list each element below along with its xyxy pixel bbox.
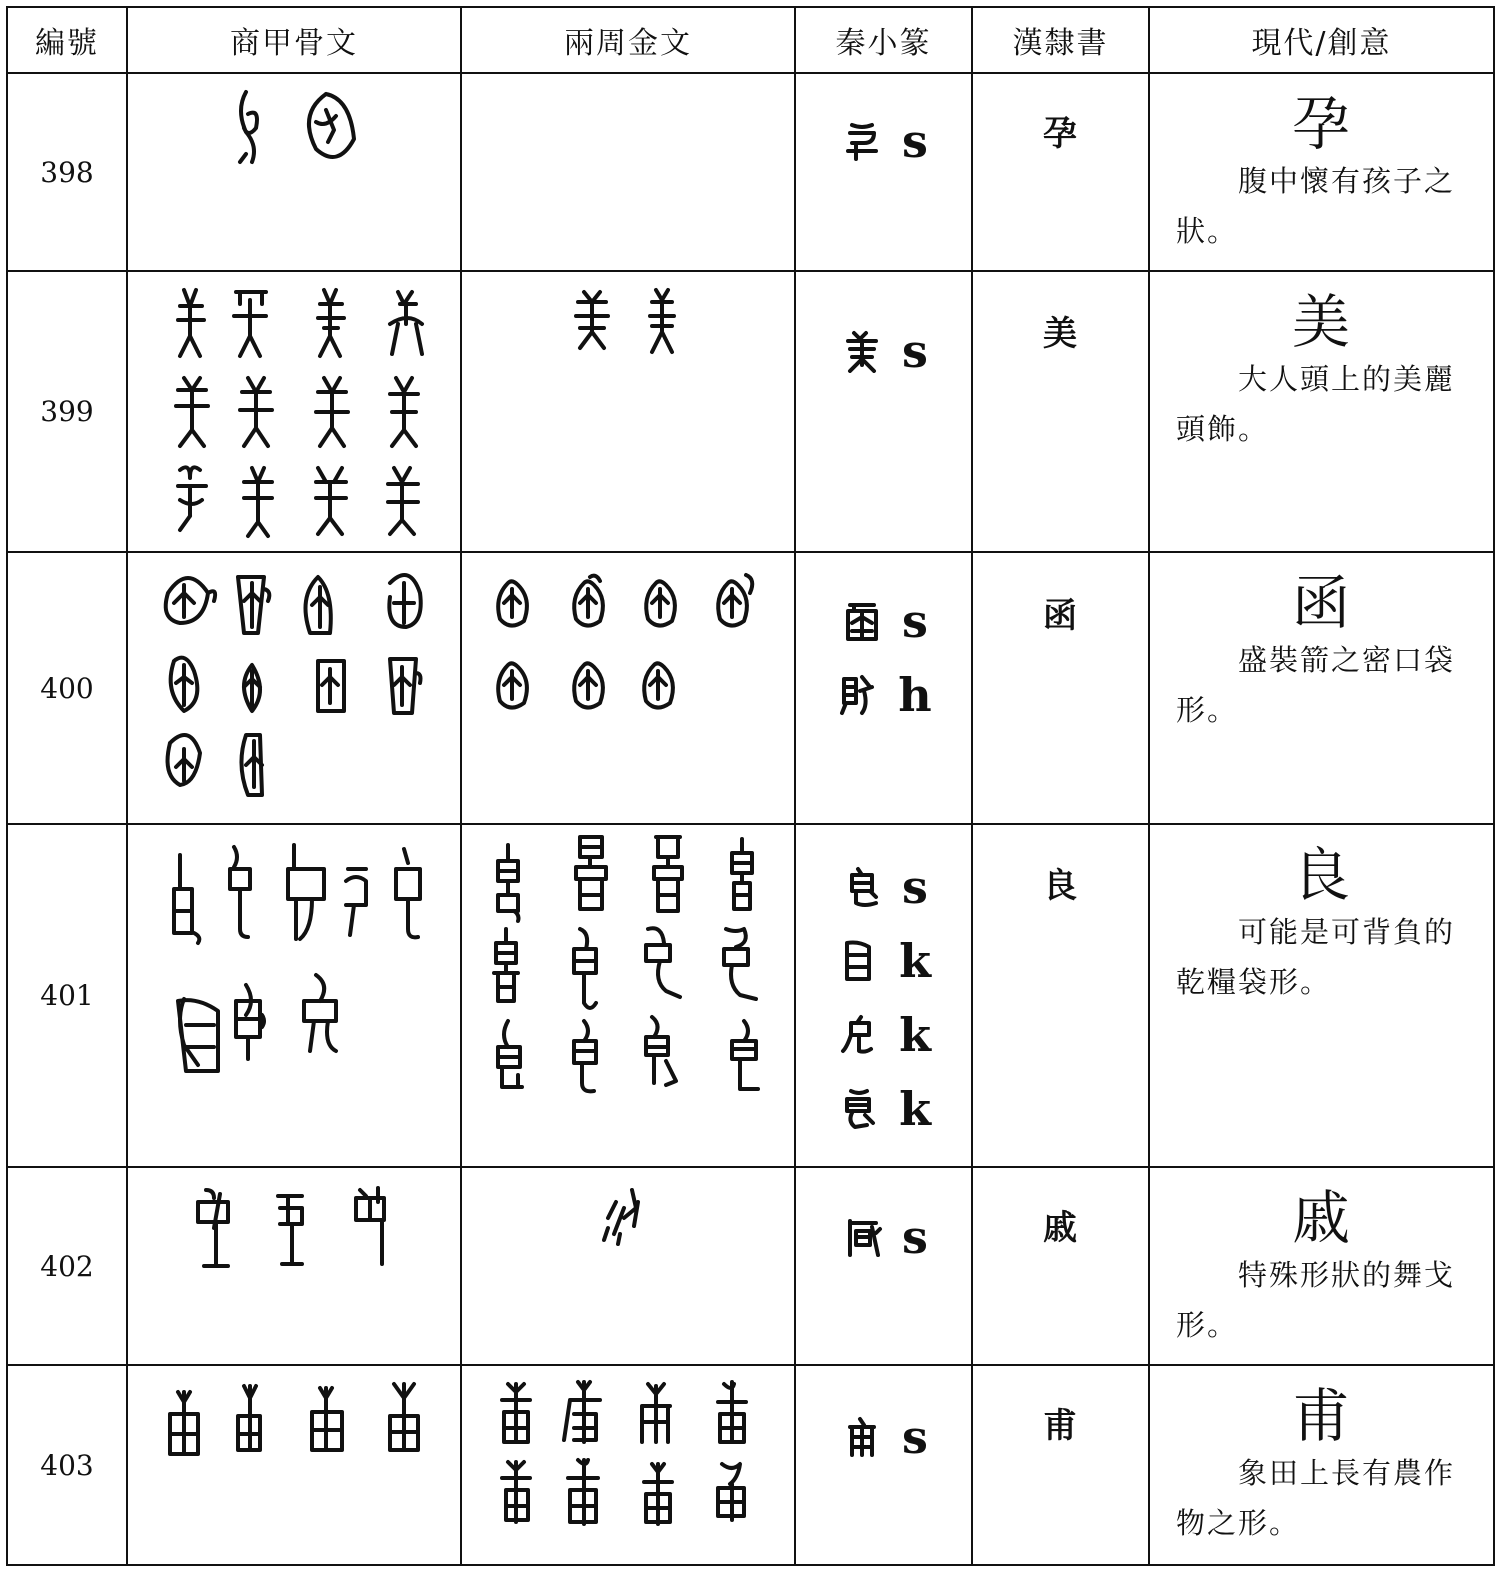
table-border: [1493, 6, 1495, 1566]
seal-entry: [798, 1072, 970, 1146]
bronze-glyph: [646, 581, 675, 625]
bronze-glyphs: [462, 1168, 794, 1364]
oracle-glyph: [178, 467, 206, 530]
oracle-glyph: [244, 665, 260, 711]
bronze-glyph: [644, 663, 673, 707]
bronze-glyph: [654, 837, 682, 911]
oracle-glyph: [318, 290, 344, 356]
table-border: [6, 1564, 1495, 1566]
oracle-glyph: [346, 869, 366, 935]
oracle-glyph: [388, 468, 418, 534]
seal-source: k: [899, 1008, 931, 1062]
oracle-glyph: [198, 1190, 228, 1266]
oracle-glyph: [316, 468, 346, 534]
bronze-glyph: [502, 1462, 530, 1522]
clerical-glyph: 戚: [1043, 1208, 1077, 1248]
oracle-glyph: [390, 659, 421, 713]
header-seal: 秦小篆: [835, 26, 932, 61]
bronze-glyphs: [462, 272, 794, 551]
oracle-glyph: [316, 378, 348, 446]
bronze-glyph: [498, 845, 519, 921]
row-number: 400: [40, 671, 94, 705]
modern-character: 函: [1291, 569, 1350, 637]
oracle-glyph: [244, 468, 272, 536]
oracle-glyph: [168, 735, 200, 785]
seal-entry: [798, 104, 970, 178]
modern-cell: [1152, 825, 1490, 1007]
oracle-glyph: [166, 578, 215, 623]
row-number: 401: [40, 979, 94, 1012]
seal-glyph: [840, 329, 884, 373]
bronze-glyph: [646, 928, 680, 997]
modern-character: 戚: [1291, 1184, 1350, 1252]
column-divider: [971, 6, 973, 1566]
bronze-glyph: [718, 575, 752, 626]
bronze-glyph: [732, 1021, 758, 1089]
column-divider: [1148, 6, 1150, 1566]
modern-character: 良: [1291, 841, 1350, 909]
oracle-glyph: [306, 577, 331, 633]
modern-character: 孕: [1291, 90, 1350, 158]
oracle-glyph: [389, 575, 420, 627]
seal-entry: [798, 1400, 970, 1474]
modern-character: 甫: [1291, 1382, 1350, 1450]
seal-source: s: [902, 324, 928, 378]
bronze-glyph: [498, 1021, 522, 1087]
clerical-glyph: 良: [1043, 866, 1077, 906]
oracle-glyph: [240, 92, 257, 162]
oracle-glyph: [278, 1196, 302, 1264]
modern-description: 可能是可背負的乾糧袋形。: [1176, 915, 1456, 999]
oracle-glyph: [238, 1386, 260, 1450]
seal-source: k: [899, 1082, 931, 1136]
oracle-glyph: [230, 847, 250, 937]
modern-cell: [1152, 1168, 1490, 1350]
modern-cell: [1152, 272, 1490, 454]
bronze-glyph: [494, 929, 518, 1001]
oracle-glyph: [288, 845, 324, 939]
oracle-glyph: [178, 290, 204, 356]
bronze-glyph: [498, 581, 527, 625]
seal-glyph: [837, 1013, 881, 1057]
modern-cell: [1152, 74, 1490, 256]
seal-entry: [798, 924, 970, 998]
bronze-glyph: [650, 290, 674, 352]
bronze-glyph: [502, 1384, 530, 1442]
oracle-glyph: [309, 94, 354, 157]
seal-cell: [798, 104, 970, 178]
bronze-glyphs-empty: [462, 74, 794, 270]
seal-glyph: [840, 1215, 884, 1259]
seal-glyph: [837, 1087, 881, 1131]
seal-entry: [798, 1200, 970, 1274]
bronze-glyph: [642, 1384, 670, 1442]
modern-description: 大人頭上的美麗頭飾。: [1176, 362, 1456, 446]
bronze-glyph: [576, 837, 606, 909]
clerical-glyph: 孕: [1043, 114, 1077, 154]
bronze-glyph: [568, 1460, 598, 1524]
clerical-glyph: 函: [1043, 596, 1077, 636]
bronze-glyph: [574, 576, 603, 626]
seal-entry: [798, 850, 970, 924]
oracle-glyph: [170, 1392, 198, 1454]
seal-cell: [798, 584, 970, 732]
oracle-glyph: [178, 999, 218, 1071]
oracle-glyph: [171, 658, 198, 711]
oracle-glyph: [236, 985, 264, 1059]
bronze-glyph: [644, 1464, 672, 1524]
seal-source: s: [902, 1410, 928, 1464]
seal-cell: [798, 1400, 970, 1474]
oracle-glyph: [318, 661, 344, 711]
modern-cell: [1152, 1366, 1490, 1548]
seal-source: s: [902, 114, 928, 168]
seal-entry: [798, 584, 970, 658]
header-oracle-bone: 商甲骨文: [230, 26, 358, 61]
oracle-glyph: [241, 735, 262, 795]
seal-glyph: [840, 599, 884, 643]
oracle-glyph: [304, 975, 336, 1051]
modern-description: 象田上長有農作物之形。: [1176, 1456, 1456, 1540]
seal-cell: [798, 850, 970, 1146]
seal-source: s: [902, 594, 928, 648]
header-clerical: 漢隸書: [1012, 26, 1109, 61]
seal-cell: [798, 1200, 970, 1274]
bronze-glyph: [718, 1464, 744, 1520]
row-number: 398: [40, 155, 94, 189]
header-bronze: 兩周金文: [564, 26, 692, 61]
oracle-bone-glyphs: [128, 1366, 460, 1564]
bronze-glyph: [724, 929, 756, 999]
seal-entry: [798, 658, 970, 732]
header-number: 編號: [35, 26, 99, 61]
bronze-glyph: [574, 1021, 596, 1091]
oracle-glyph: [238, 577, 269, 633]
oracle-glyph: [176, 378, 208, 446]
bronze-glyph: [574, 929, 596, 1008]
oracle-bone-glyphs: [128, 1168, 460, 1364]
bronze-glyphs: [462, 553, 794, 823]
seal-source: k: [899, 934, 931, 988]
bronze-glyph: [498, 663, 527, 707]
bronze-glyphs: [462, 1366, 794, 1564]
clerical-glyph: 美: [1043, 314, 1077, 354]
seal-entry: [798, 998, 970, 1072]
modern-description: 腹中懷有孩子之狀。: [1176, 164, 1456, 248]
oracle-bone-glyphs: [128, 553, 460, 823]
oracle-glyph: [312, 1388, 342, 1450]
oracle-bone-glyphs: [128, 272, 460, 551]
seal-glyph: [840, 865, 884, 909]
seal-cell: [798, 314, 970, 388]
row-number: 403: [40, 1448, 94, 1482]
oracle-glyph: [390, 292, 422, 354]
seal-glyph: [836, 673, 880, 717]
modern-description: 特殊形狀的舞戈形。: [1176, 1258, 1456, 1342]
seal-source: h: [898, 668, 932, 722]
bronze-glyph: [646, 1017, 676, 1085]
seal-glyph: [840, 119, 884, 163]
header-modern: 現代/創意: [1251, 26, 1392, 61]
bronze-glyph: [604, 1190, 638, 1244]
bronze-glyphs: [462, 825, 794, 1166]
oracle-glyph: [234, 292, 266, 356]
modern-character: 美: [1291, 288, 1350, 356]
oracle-glyph: [356, 1188, 384, 1264]
seal-source: s: [902, 860, 928, 914]
bronze-glyph: [574, 663, 603, 707]
row-number: 402: [40, 1249, 94, 1283]
oracle-glyph: [390, 1384, 418, 1450]
modern-cell: [1152, 553, 1490, 735]
clerical-glyph: 甫: [1043, 1406, 1077, 1446]
oracle-bone-glyphs: [128, 74, 460, 270]
bronze-glyph: [718, 1382, 746, 1442]
modern-description: 盛裝箭之密口袋形。: [1176, 643, 1456, 727]
bronze-glyph: [564, 1382, 600, 1442]
row-number: 399: [40, 395, 94, 428]
bronze-glyph: [576, 292, 608, 348]
oracle-glyph: [396, 849, 420, 937]
oracle-glyph: [174, 855, 199, 943]
bronze-glyph: [732, 839, 752, 909]
column-divider: [794, 6, 796, 1566]
oracle-glyph: [390, 378, 418, 446]
oracle-glyph: [240, 378, 272, 446]
oracle-bone-glyphs: [128, 825, 460, 1166]
seal-glyph: [840, 1415, 884, 1459]
seal-entry: [798, 314, 970, 388]
seal-source: s: [902, 1210, 928, 1264]
seal-glyph: [837, 939, 881, 983]
